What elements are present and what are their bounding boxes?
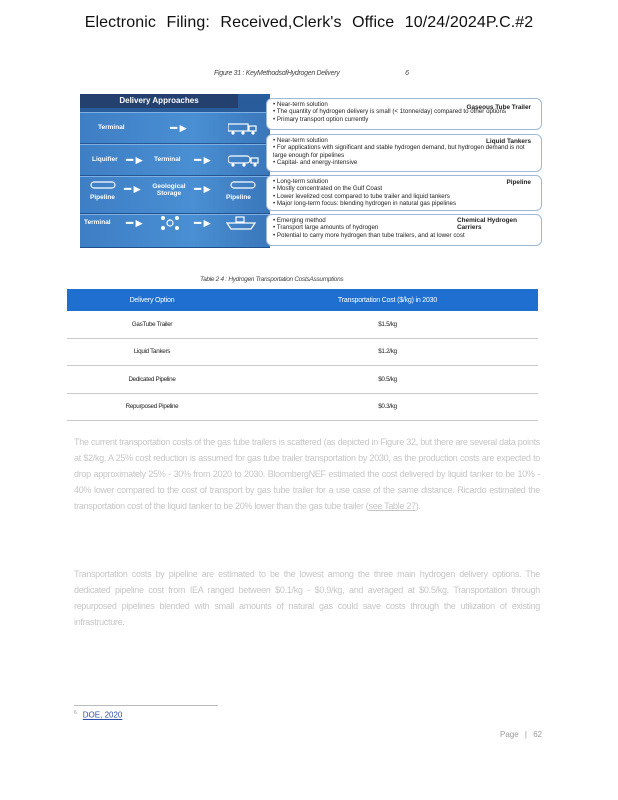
delivery-option-cell: GasTube Trailer <box>67 311 237 338</box>
row-label-mid: Geological Storage <box>152 183 186 197</box>
cost-cell: $0.3/kg <box>237 393 538 421</box>
table-reference-link[interactable]: see Table 27 <box>368 501 416 511</box>
row-label-start: Liquifier <box>92 156 118 163</box>
approach-row-liquid-tanker <box>80 144 270 175</box>
box-bullet: • Transport large amounts of hydrogen <box>273 224 535 231</box>
arrow-icon: ━► <box>126 153 146 167</box>
box-gaseous-tube-trailer <box>266 98 542 130</box>
box-bullet: • Long-term solution <box>273 178 535 185</box>
paragraph-text <box>74 434 540 514</box>
footnote-divider <box>74 705 218 706</box>
table-row <box>67 366 538 394</box>
box-title: Liquid Tankers <box>486 138 531 145</box>
table-caption: Table 2 4 : Hydrogen Transportation CostsAssumptions <box>200 276 344 283</box>
box-bullet: • Primary transport option currently <box>273 116 535 123</box>
box-bullet: • Major long-term focus: blending hydrogen in natural gas pipelines <box>273 200 535 207</box>
pipeline-icon <box>90 180 116 193</box>
footnote <box>74 710 122 720</box>
ship-icon <box>226 215 256 234</box>
box-liquid-tankers <box>266 134 542 172</box>
delivery-option-cell: Liquid Tankers <box>67 338 237 366</box>
pipeline-icon <box>230 180 256 193</box>
paragraph-text-part: ). <box>415 501 421 511</box>
box-bullet: • Mostly concentrated on the Gulf Coast <box>273 185 535 192</box>
footnote-reference-link[interactable]: DOE, 2020 <box>82 710 123 720</box>
filing-header: Electronic Filing: Received,Clerk's Office 10/24/2024P.C.#2 <box>84 14 534 31</box>
arrow-icon: ━► <box>170 121 190 135</box>
arrow-icon: ━► <box>194 182 214 196</box>
arrow-icon: ━► <box>126 216 146 230</box>
molecule-icon <box>160 215 180 234</box>
transportation-cost-table <box>67 289 538 421</box>
arrow-icon: ━► <box>124 182 144 196</box>
box-bullet: • Near-term solution <box>273 101 535 108</box>
page-number <box>500 730 542 739</box>
footnote-number: 6 <box>74 710 77 716</box>
table-row <box>67 393 538 421</box>
figure-caption-text: Figure 31 : KeyMethodsofHydrogen Delivery <box>214 70 340 77</box>
approach-row-tube-trailer <box>80 112 270 143</box>
box-bullet: • Near-term solution <box>273 137 535 144</box>
table-row <box>67 338 538 366</box>
figure-caption <box>214 70 409 77</box>
arrow-icon: ━► <box>194 216 214 230</box>
panel-title: Delivery Approaches <box>80 94 238 108</box>
box-title: Chemical Hydrogen Carriers <box>457 217 518 231</box>
box-bullet: • Lower levelized cost compared to tube trailer and liquid tankers <box>273 193 535 200</box>
paragraph-pipeline-costs <box>74 566 540 630</box>
box-pipeline <box>266 175 542 211</box>
row-label-start: Pipeline <box>90 194 115 201</box>
tanker-truck-icon <box>228 154 260 170</box>
page-label: Page | <box>500 730 527 739</box>
delivery-option-cell: Dedicated Pipeline <box>67 366 237 394</box>
delivery-approaches-panel <box>80 94 270 248</box>
row-label-start: Terminal <box>84 219 111 226</box>
row-label-end: Pipeline <box>226 194 251 201</box>
table-row <box>67 311 538 338</box>
paragraph-text: Transportation costs by pipeline are estimated to be the lowest among the three main hydrogen delivery options. The dedicated pipeline cost from IEA ranged between $0.1/kg - $0.9/kg, and averaged at $0.5/kg. Transportation through repurposed pipelines blended with small amounts of natural gas could save costs through the utilization of existing infrastructure. <box>74 569 540 627</box>
arrow-icon: ━► <box>194 153 214 167</box>
box-bullet: • Capital- and energy-intensive <box>273 159 535 166</box>
box-title: Gaseous Tube Trailer <box>466 104 531 111</box>
page-number-value: 62 <box>533 730 543 739</box>
table-header-row <box>67 289 538 311</box>
approach-row-chemical-carriers <box>80 214 270 247</box>
box-bullet: • Potential to carry more hydrogen than tube trailers, and at lower cost <box>273 232 535 239</box>
hydrogen-delivery-figure <box>80 94 542 248</box>
row-label-mid: Terminal <box>154 156 181 163</box>
box-title: Pipeline <box>506 179 531 186</box>
cost-cell: $1.5/kg <box>237 311 538 338</box>
box-bullet: • For applications with significant and stable hydrogen demand, but hydrogen demand is not large enough for pipelines <box>273 144 535 159</box>
cost-cell: $1.2/kg <box>237 338 538 366</box>
cost-cell: $0.5/kg <box>237 366 538 394</box>
approach-row-pipeline <box>80 176 270 213</box>
column-header-delivery-option: Delivery Option <box>67 289 237 311</box>
paragraph-text-part: The current transportation costs of the gas tube trailers is scattered (as depicted in Figure 32, but there are several data points at $2/kg. A 25% cost reduction is assumed for gas tube trailer transportation by 2030, as the production costs are expected to drop approximately 25% - 30% from 2020 to 2030. BloombergNEF estimated the cost delivered by liquid tanker to be 10% - 40% lower compared to the cost of transport by gas tube trailer for a use case of the same distance. Ricardo estimated the transportation cost of the liquid tanker to be 20% lower than the gas tube trailer ( <box>74 437 540 511</box>
paragraph-tube-trailer-costs <box>74 434 540 514</box>
column-header-transport-cost: Transportation Cost ($/kg) in 2030 <box>237 289 538 311</box>
box-bullet: • The quantity of hydrogen delivery is small (< 1tonne/day) compared to other options <box>273 108 535 115</box>
row-label-start: Terminal <box>98 124 125 131</box>
box-chemical-carriers <box>266 214 542 246</box>
truck-icon <box>228 122 258 138</box>
delivery-option-cell: Repurposed Pipeline <box>67 393 237 421</box>
figure-caption-footnote-marker: 6 <box>405 70 409 77</box>
box-bullet: • Emerging method <box>273 217 535 224</box>
